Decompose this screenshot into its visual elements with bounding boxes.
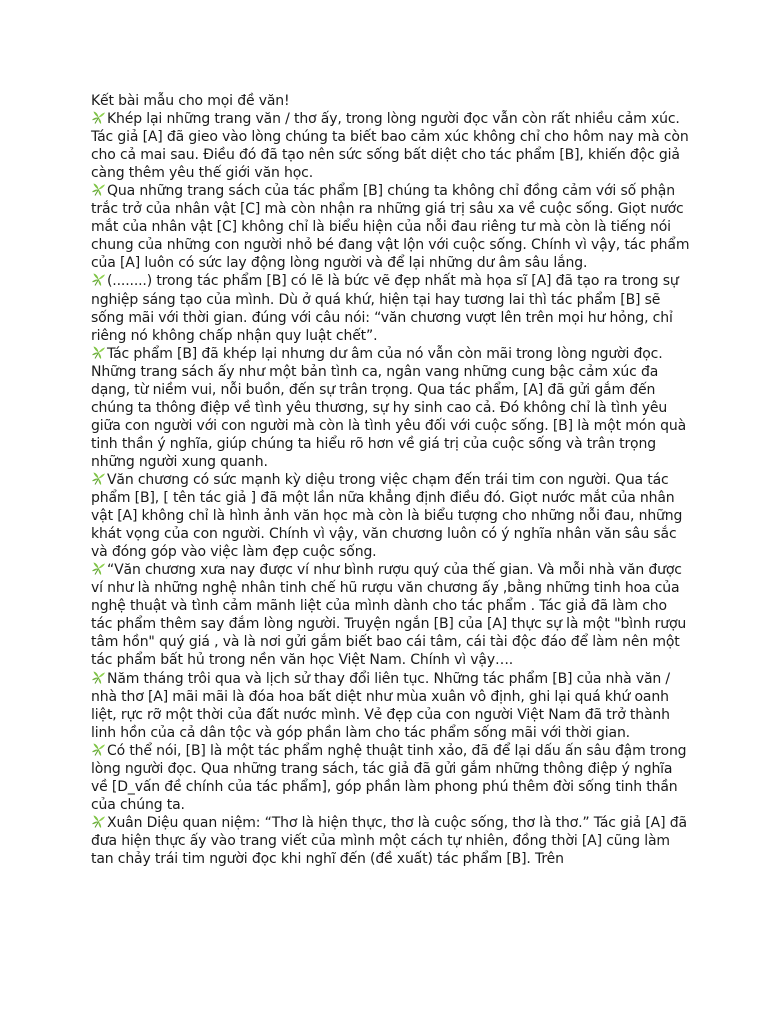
paragraph-list bbox=[91, 110, 691, 868]
leaf-bullet-icon bbox=[91, 742, 106, 757]
leaf-bullet-icon bbox=[91, 670, 106, 685]
paragraph-text: Có thể nói, [B] là một tác phẩm nghệ thuật tinh xảo, đã để lại dấu ấn sâu đậm trong lòng người đọc. Qua những trang sách, tác giả đã gửi gắm những thông điệp ý nghĩa về [D_vấn đề chính của tác phẩm], góp phần làm phong phú thêm đời sống tinh thần của chúng ta. bbox=[91, 742, 687, 813]
paragraph-text: Xuân Diệu quan niệm: “Thơ là hiện thực, thơ là cuộc sống, thơ là thơ.” Tác giả [A] đã đưa hiện thực ấy vào trang viết của mình một cách tự nhiên, đồng thời [A] cũng làm tan chảy trái tim người đọc khi nghĩ đến (đề xuất) tác phẩm [B]. Trên bbox=[91, 814, 687, 867]
paragraph bbox=[91, 670, 691, 742]
paragraph-text: Văn chương có sức mạnh kỳ diệu trong việc chạm đến trái tim con người. Qua tác phẩm [B], [ tên tác giả ] đã một lần nữa khẳng định điều đó. Giọt nước mắt của nhân vật [A] không chỉ là hình ảnh văn học mà còn là biểu tượng cho những nỗi đau, những khát vọng của con người. Chính vì vậy, văn chương luôn có ý nghĩa nhân văn sâu sắc và đóng góp vào việc làm đẹp cuộc sống. bbox=[91, 471, 683, 561]
leaf-bullet-icon bbox=[91, 345, 106, 360]
paragraph bbox=[91, 345, 691, 471]
leaf-bullet-icon bbox=[91, 561, 106, 576]
paragraph bbox=[91, 471, 691, 561]
leaf-bullet-icon bbox=[91, 272, 106, 287]
paragraph-text: Tác phẩm [B] đã khép lại nhưng dư âm của nó vẫn còn mãi trong lòng người đọc. Những trang sách ấy như một bản tình ca, ngân vang những cung bậc cảm xúc đa dạng, từ niềm vui, nỗi buồn, đến sự trân trọng. Qua tác phẩm, [A] đã gửi gắm đến chúng ta thông điệp về tình yêu thương, sự hy sinh cao cả. Đó không chỉ là tình yêu giữa con người với con người mà còn là tình yêu đối với cuộc sống. [B] là một món quà tinh thần ý nghĩa, giúp chúng ta hiểu rõ hơn về giá trị của cuộc sống và trân trọng những người xung quanh. bbox=[91, 345, 687, 470]
paragraph bbox=[91, 814, 691, 868]
paragraph-text: (........) trong tác phẩm [B] có lẽ là bức vẽ đẹp nhất mà họa sĩ [A] đã tạo ra trong sự nghiệp sáng tạo của mình. Dù ở quá khứ, hiện tại hay tương lai thì tác phẩm [B] sẽ sống mãi với thời gian. đúng với câu nói: “văn chương vượt lên trên mọi hư hỏng, chỉ riêng nó không chấp nhận quy luật chết”. bbox=[91, 273, 679, 344]
leaf-bullet-icon bbox=[91, 471, 106, 486]
paragraph-text: Khép lại những trang văn / thơ ấy, trong lòng người đọc vẫn còn rất nhiều cảm xúc. Tác giả [A] đã gieo vào lòng chúng ta biết bao cảm xúc không chỉ cho hôm nay mà còn cho cả mai sau. Điều đó đã tạo nên sức sống bất diệt cho tác phẩm [B], khiến độc giả càng thêm yêu thế giới văn học. bbox=[91, 111, 689, 182]
document-title: Kết bài mẫu cho mọi đề văn! bbox=[91, 93, 290, 109]
paragraph bbox=[91, 742, 691, 814]
paragraph-text: Qua những trang sách của tác phẩm [B] chúng ta không chỉ đồng cảm với số phận trắc trở của nhân vật [C] mà còn nhận ra những giá trị sâu xa về cuộc sống. Giọt nước mắt của nhân vật [C] không chỉ là biểu hiện của nỗi đau riêng tư mà còn là tiếng nói chung của những con người nhỏ bé đang vật lộn với cuộc sống. Chính vì vậy, tác phẩm của [A] luôn có sức lay động lòng người và để lại những dư âm sâu lắng. bbox=[91, 183, 690, 272]
paragraph-text: Năm tháng trôi qua và lịch sử thay đổi liên tục. Những tác phẩm [B] của nhà văn / nhà thơ [A] mãi mãi là đóa hoa bất diệt như mùa xuân vô định, ghi lại quá khứ oanh liệt, rực rỡ một thời của đất nước mình. Vẻ đẹp của con người Việt Nam đã trở thành linh hồn của cả dân tộc và góp phần làm cho tác phẩm sống mãi với thời gian. bbox=[91, 670, 670, 741]
leaf-bullet-icon bbox=[91, 110, 106, 125]
paragraph bbox=[91, 561, 691, 669]
leaf-bullet-icon bbox=[91, 182, 106, 197]
paragraph-text: “Văn chương xưa nay được ví như bình rượu quý của thế gian. Và mỗi nhà văn được ví như là những nghệ nhân tinh chế hũ rượu văn chương ấy ,bằng những tinh hoa của nghệ thuật và tình cảm mãnh liệt của mình dành cho tác phẩm . Tác giả đã làm cho tác phẩm thêm say đắm lòng người. Truyện ngắn [B] của [A] thực sự là một "bình rượu tâm hồn" quý giá , và là nơi gửi gắm biết bao cái tâm, cái tài độc đáo để làm nên một tác phẩm bất hủ trong nền văn học Việt Nam. Chính vì vậy…. bbox=[91, 562, 687, 669]
paragraph bbox=[91, 182, 691, 272]
leaf-bullet-icon bbox=[91, 814, 106, 829]
paragraph bbox=[91, 272, 691, 344]
document-page bbox=[91, 92, 691, 868]
paragraph bbox=[91, 110, 691, 182]
